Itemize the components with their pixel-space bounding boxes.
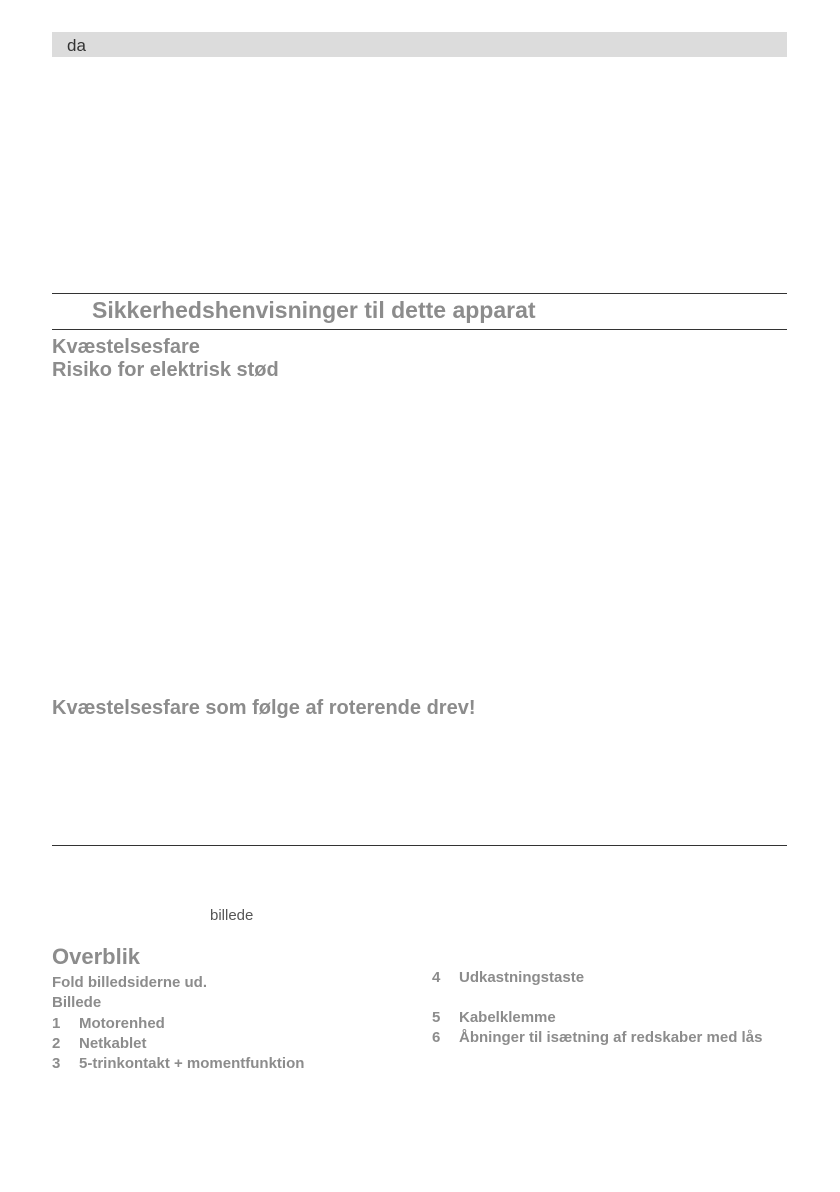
safety-section-title: Sikkerhedshenvisninger til dette apparat	[92, 297, 536, 323]
safety-end-rule	[52, 845, 787, 846]
overview-item-number: 5	[432, 1009, 441, 1026]
overview-item	[52, 1055, 392, 1073]
overview-item-number: 4	[432, 969, 441, 986]
overview-item-number: 6	[432, 1029, 441, 1046]
section-top-rule	[52, 293, 787, 294]
subheading-rotating-drive: Kvæstelsesfare som følge af roterende drev!	[52, 697, 476, 719]
overview-item-label: Netkablet	[79, 1035, 147, 1052]
overview-item-number: 2	[52, 1035, 61, 1052]
language-code: da	[67, 36, 86, 55]
overview-item-label: Udkastningstaste	[459, 969, 585, 986]
overview-item	[432, 969, 782, 987]
overview-item	[52, 1035, 392, 1053]
overview-item	[432, 1029, 782, 1069]
subheading-injury-risk: Kvæstelsesfare	[52, 336, 200, 358]
language-bar	[52, 32, 787, 57]
subheading-electric-shock: Risiko for elektrisk stød	[52, 359, 279, 381]
overview-item	[52, 1015, 392, 1033]
overview-item-label: 5-trinkontakt + momentfunktion	[79, 1055, 305, 1072]
image-label: Billede	[52, 994, 102, 1011]
overview-item-number: 1	[52, 1015, 61, 1032]
section-bottom-rule	[52, 329, 787, 330]
overview-item-label: Åbninger til isætning af redskaber med lås	[459, 1029, 763, 1046]
overview-title: Overblik	[52, 944, 141, 969]
fold-out-instruction: Fold billedsiderne ud.	[52, 974, 208, 991]
image-reference: billede	[210, 907, 254, 924]
overview-item-label: Kabelklemme	[459, 1009, 556, 1026]
overview-item	[432, 1009, 782, 1027]
overview-item-label: Motorenhed	[79, 1015, 165, 1032]
overview-item-number: 3	[52, 1055, 61, 1072]
